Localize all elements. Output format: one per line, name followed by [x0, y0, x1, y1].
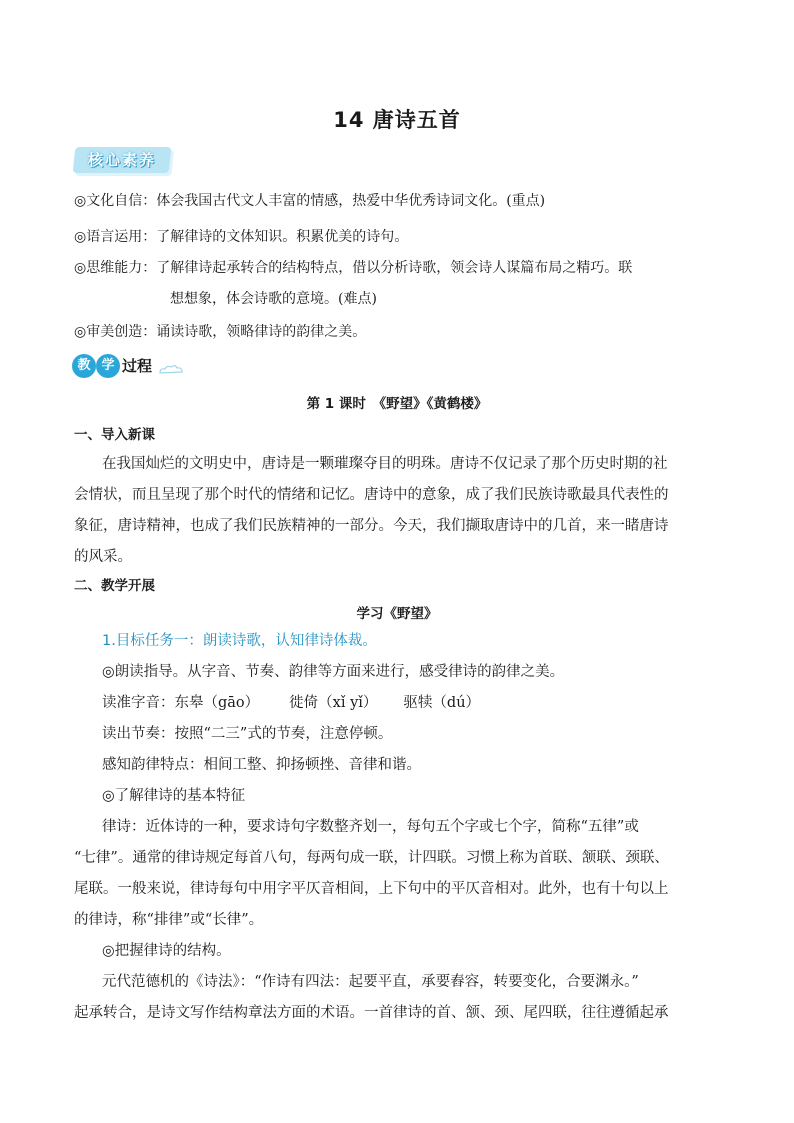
lushi-line-4: 的律诗，称“排律”或“长律”。 — [74, 912, 264, 928]
section2-heading: 二、教学开展 — [74, 578, 155, 594]
cloud-decoration-icon — [158, 364, 184, 376]
structure-line-1: 元代范德机的《诗法》：“作诗有四法：起要平直，承要舂容，转要变化，合要渊永。” — [102, 974, 639, 990]
lushi-line-3: 尾联。一般来说，律诗每句中用字平仄音相间，上下句中的平仄音相对。此外，也有十句以上 — [74, 881, 669, 897]
core-item-thinking-cont: 想想象，体会诗歌的意境。(难点) — [170, 291, 377, 307]
section2-subheading: 学习《野望》 — [356, 606, 438, 622]
target-task-1: 1.目标任务一：朗读诗歌，认知律诗体裁。 — [102, 633, 377, 649]
pronunciation-2: 徙倚（xǐ yǐ） — [289, 695, 378, 711]
lesson-title: 第 1 课时 《野望》《黄鹤楼》 — [306, 396, 488, 412]
intro-line-1: 在我国灿烂的文明史中，唐诗是一颗璀璨夺目的明珠。唐诗不仅记录了那个历史时期的社 — [102, 456, 668, 472]
core-item-aesthetic: ◎审美创造：诵读诗歌，领略律诗的韵律之美。 — [74, 324, 367, 340]
rhythm-line: 读出节奏：按照“二三”式的节奏，注意停顿。 — [102, 726, 393, 742]
pronunciation-1: 东皋（gāo） — [174, 695, 260, 711]
rhyme-line: 感知韵律特点：相间工整、抑扬顿挫、音律和谐。 — [102, 757, 421, 773]
pronunciation-row — [102, 688, 480, 719]
lushi-line-1: 律诗：近体诗的一种，要求诗句字数整齐划一，每句五个字或七个字，简称“五律”或 — [102, 819, 639, 835]
core-item-thinking: ◎思维能力：了解律诗起承转合的结构特点，借以分析诗歌，领会诗人谋篇布局之精巧。联 — [74, 260, 633, 276]
core-item-language: ◎语言运用：了解律诗的文体知识。积累优美的诗句。 — [74, 229, 409, 245]
pronunciation-label: 读准字音： — [102, 695, 175, 711]
basic-features-heading: ◎了解律诗的基本特征 — [102, 788, 246, 804]
intro-line-4: 的风采。 — [74, 549, 132, 565]
core-literacy-badge — [73, 147, 172, 173]
process-badge-char2: 学 — [96, 354, 120, 378]
pronunciation-3: 驱犊（dú） — [403, 695, 481, 711]
section1-heading: 一、导入新课 — [74, 427, 155, 443]
reading-guide: ◎朗读指导。从字音、节奏、韵律等方面来进行，感受律诗的韵律之美。 — [102, 664, 565, 680]
core-item-culture: ◎文化自信：体会我国古代文人丰富的情感，热爱中华优秀诗词文化。(重点) — [74, 193, 546, 209]
lushi-line-2: “七律”。通常的律诗规定每首八句，每两句成一联，计四联。习惯上称为首联、颔联、颈联、 — [74, 850, 669, 866]
intro-line-3: 象征，唐诗精神，也成了我们民族精神的一部分。今天，我们撷取唐诗中的几首，来一睹唐诗 — [74, 518, 669, 534]
process-badge-char1: 教 — [72, 354, 96, 378]
core-literacy-badge-label: 核心素养 — [87, 151, 156, 169]
intro-line-2: 会情状，而且呈现了那个时代的情绪和记忆。唐诗中的意象，成了我们民族诗歌最具代表性的 — [74, 487, 669, 503]
page-title: 14 唐诗五首 — [333, 108, 461, 132]
process-badge-text: 过程 — [122, 357, 153, 375]
structure-heading: ◎把握律诗的结构。 — [102, 943, 231, 959]
structure-line-2: 起承转合，是诗文写作结构章法方面的术语。一首律诗的首、颔、颈、尾四联，往往遵循起承 — [74, 1005, 669, 1021]
